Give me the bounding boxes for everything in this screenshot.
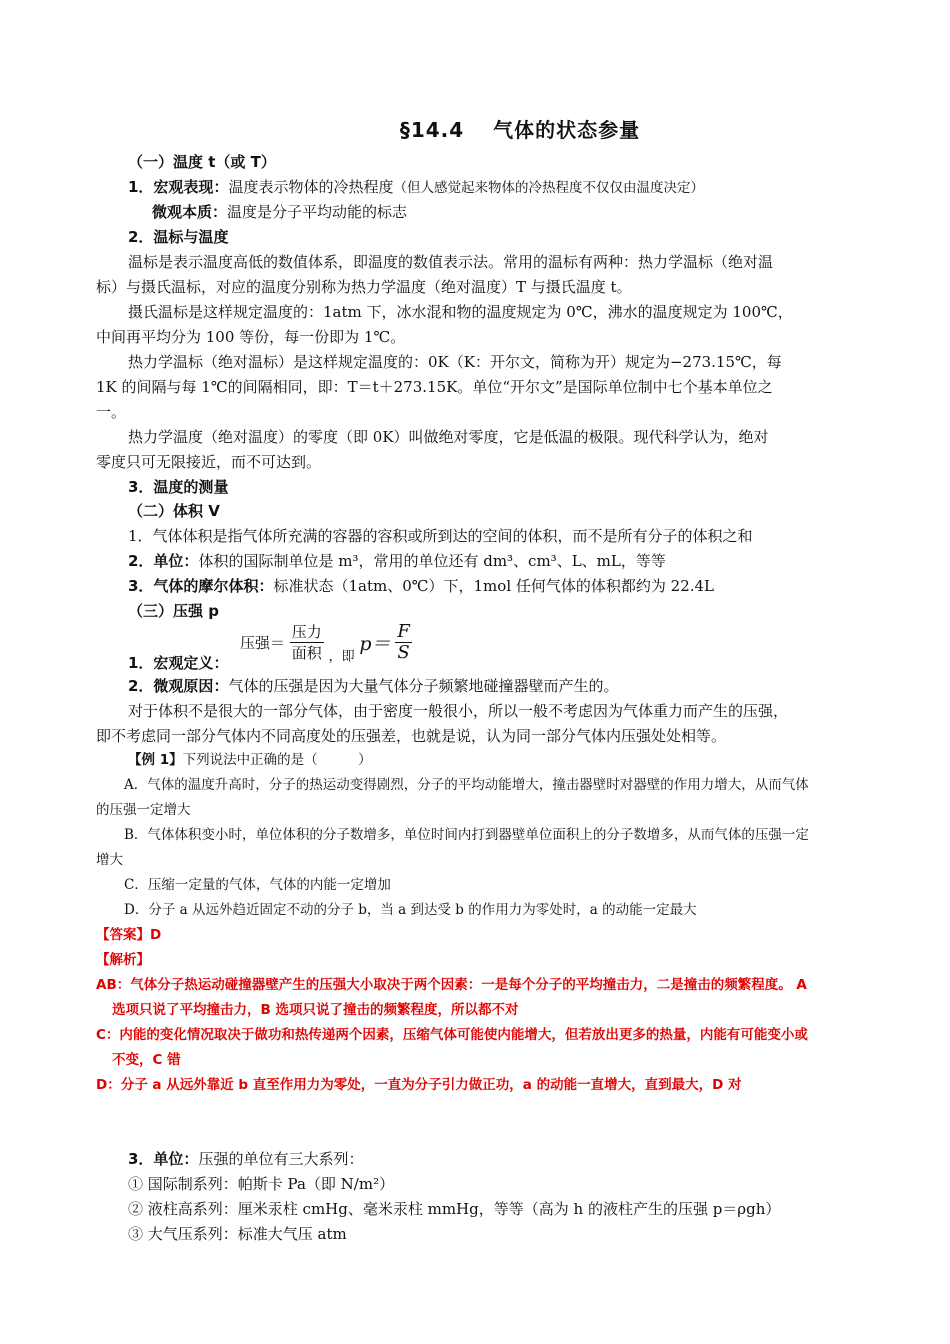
section-heading-pressure: （三）压强 p	[128, 602, 219, 620]
option-b-line2: 增大	[96, 852, 123, 868]
macro-label: 1．宏观表现：	[128, 178, 229, 196]
micro-text: 温度是分子平均动能的标志	[227, 203, 408, 221]
fraction-numerator: 压力	[291, 623, 322, 641]
formula-fraction-words	[290, 622, 324, 663]
micro-label: 微观本质：	[152, 203, 228, 221]
macro-text: 温度表示物体的冷热程度	[228, 178, 394, 196]
unit-si: ① 国际制系列：帕斯卡 Pa（即 N/m²）	[128, 1175, 395, 1193]
section-heading-temperature: （一）温度 t（或 T）	[128, 153, 276, 171]
option-a-line2: 的压强一定增大	[96, 802, 191, 818]
molar-label: 3．气体的摩尔体积：	[128, 577, 274, 595]
temperature-micro-line	[152, 202, 407, 222]
answer-label: 【答案】D	[96, 927, 162, 943]
analysis-line: C：内能的变化情况取决于做功和热传递两个因素，压缩气体可能使内能增大，但若放出更多的热量，内能有可能变小或	[96, 1027, 808, 1043]
example-question: 下列说法中正确的是（ ）	[182, 752, 372, 768]
pressure-micro-text: 气体的压强是因为大量气体分子频繁地碰撞器壁而产生的。	[228, 677, 619, 695]
analysis-line: 选项只说了平均撞击力，B 选项只说了撞击的频繁程度，所以都不对	[112, 1002, 519, 1018]
formula-sep: ，即	[328, 649, 355, 665]
paragraph-line: 热力学温度（绝对温度）的零度（即 0K）叫做绝对零度，它是低温的极限。现代科学认为，绝对	[128, 428, 769, 446]
pressure-formula	[240, 622, 412, 670]
fraction-denominator: 面积	[291, 644, 322, 662]
option-c: C．压缩一定量的气体，气体的内能一定增加	[124, 877, 391, 893]
molar-text: 标准状态（1atm、0℃）下，1mol 任何气体的体积都约为 22.4L	[273, 577, 715, 595]
paragraph-line: 温标是表示温度高低的数值体系，即温度的数值表示法。常用的温标有两种：热力学温标（绝对温	[128, 253, 774, 271]
paragraph-line: 对于体积不是很大的一部分气体，由于密度一般很小，所以一般不考虑因为气体重力而产生的压强，	[128, 702, 789, 720]
option-d: D．分子 a 从远外趋近固定不动的分子 b，当 a 到达受 b 的作用力为零处时，a 的动能一定最大	[124, 902, 697, 918]
paragraph-line: 热力学温标（绝对温标）是这样规定温度的：0K（K：开尔文，简称为开）规定为−273.15℃，每	[128, 353, 782, 371]
unit-label: 2．单位：	[128, 552, 199, 570]
paragraph-line: 零度只可无限接近，而不可达到。	[96, 453, 322, 471]
unit-atmosphere: ③ 大气压系列：标准大气压 atm	[128, 1225, 347, 1243]
analysis-line: AB：气体分子热运动碰撞器壁产生的压强大小取决于两个因素：一是每个分子的平均撞击力，二是撞击的频繁程度。 A	[96, 977, 807, 993]
formula-lhs: 压强＝	[240, 634, 286, 652]
option-a-line1: A．气体的温度升高时，分子的热运动变得剧烈，分子的平均动能增大，撞击器壁时对器壁的作用力增大，从而气体	[124, 777, 809, 793]
symbol-S: S	[397, 642, 410, 663]
pressure-macro-label: 1．宏观定义：	[128, 654, 229, 672]
paragraph-line: 标）与摄氏温标，对应的温度分别称为热力学温度（绝对温度）T 与摄氏温度 t。	[96, 278, 632, 296]
section-heading-volume: （二）体积 V	[128, 502, 220, 520]
symbol-F: F	[397, 621, 410, 642]
volume-unit-line	[128, 551, 666, 571]
subheading-measurement: 3．温度的测量	[128, 478, 229, 496]
analysis-line: 不变，C 错	[112, 1052, 181, 1068]
paragraph-line: 中间再平均分为 100 等份，每一份即为 1℃。	[96, 328, 406, 346]
option-b-line1: B．气体体积变小时，单位体积的分子数增多，单位时间内打到器壁单位面积上的分子数增多，从而气体的压强一定	[124, 827, 809, 843]
formula-fraction-symbols	[395, 622, 412, 663]
paragraph-line: 一。	[96, 403, 127, 421]
paragraph-line: 摄氏温标是这样规定温度的：1atm 下，冰水混和物的温度规定为 0℃，沸水的温度规定为 100℃，	[128, 303, 793, 321]
analysis-line: D：分子 a 从远外靠近 b 直至作用力为零处，一直为分子引力做正功，a 的动能一直增大，直到最大，D 对	[96, 1077, 742, 1093]
page-title: §14.4 气体的状态参量	[399, 118, 641, 142]
paragraph-line: 即不考虑同一部分气体内不同高度处的压强差，也就是说，认为同一部分气体内压强处处相等。	[96, 727, 727, 745]
volume-definition: 1．气体体积是指气体所充满的容器的容积或所到达的空间的体积，而不是所有分子的体积之和	[128, 527, 753, 545]
macro-note: （但人感觉起来物体的冷热程度不仅仅由温度决定）	[393, 180, 704, 196]
paragraph-line: 1K 的间隔与每 1℃的间隔相同，即：T＝t＋273.15K。单位“开尔文”是国际单位制中七个基本单位之	[96, 378, 773, 396]
unit-text: 体积的国际制单位是 m³，常用的单位还有 dm³、cm³、L、mL，等等	[198, 552, 666, 570]
molar-volume-line	[128, 576, 714, 596]
formula-p: p＝	[359, 633, 391, 655]
example-question-line	[128, 750, 372, 770]
pressure-micro-line	[128, 676, 618, 696]
pressure-units-line	[128, 1149, 363, 1169]
analysis-label: 【解析】	[96, 952, 150, 968]
pressure-unit-text: 压强的单位有三大系列：	[198, 1150, 364, 1168]
temperature-macro-line	[128, 177, 704, 198]
example-label: 【例 1】	[128, 752, 183, 768]
unit-liquid-column: ② 液柱高系列：厘米汞柱 cmHg、毫米汞柱 mmHg，等等（高为 h 的液柱产生的压强 p＝ρgh）	[128, 1200, 781, 1218]
pressure-micro-label: 2．微观原因：	[128, 677, 229, 695]
subheading-scale: 2．温标与温度	[128, 228, 229, 246]
pressure-unit-label: 3．单位：	[128, 1150, 199, 1168]
